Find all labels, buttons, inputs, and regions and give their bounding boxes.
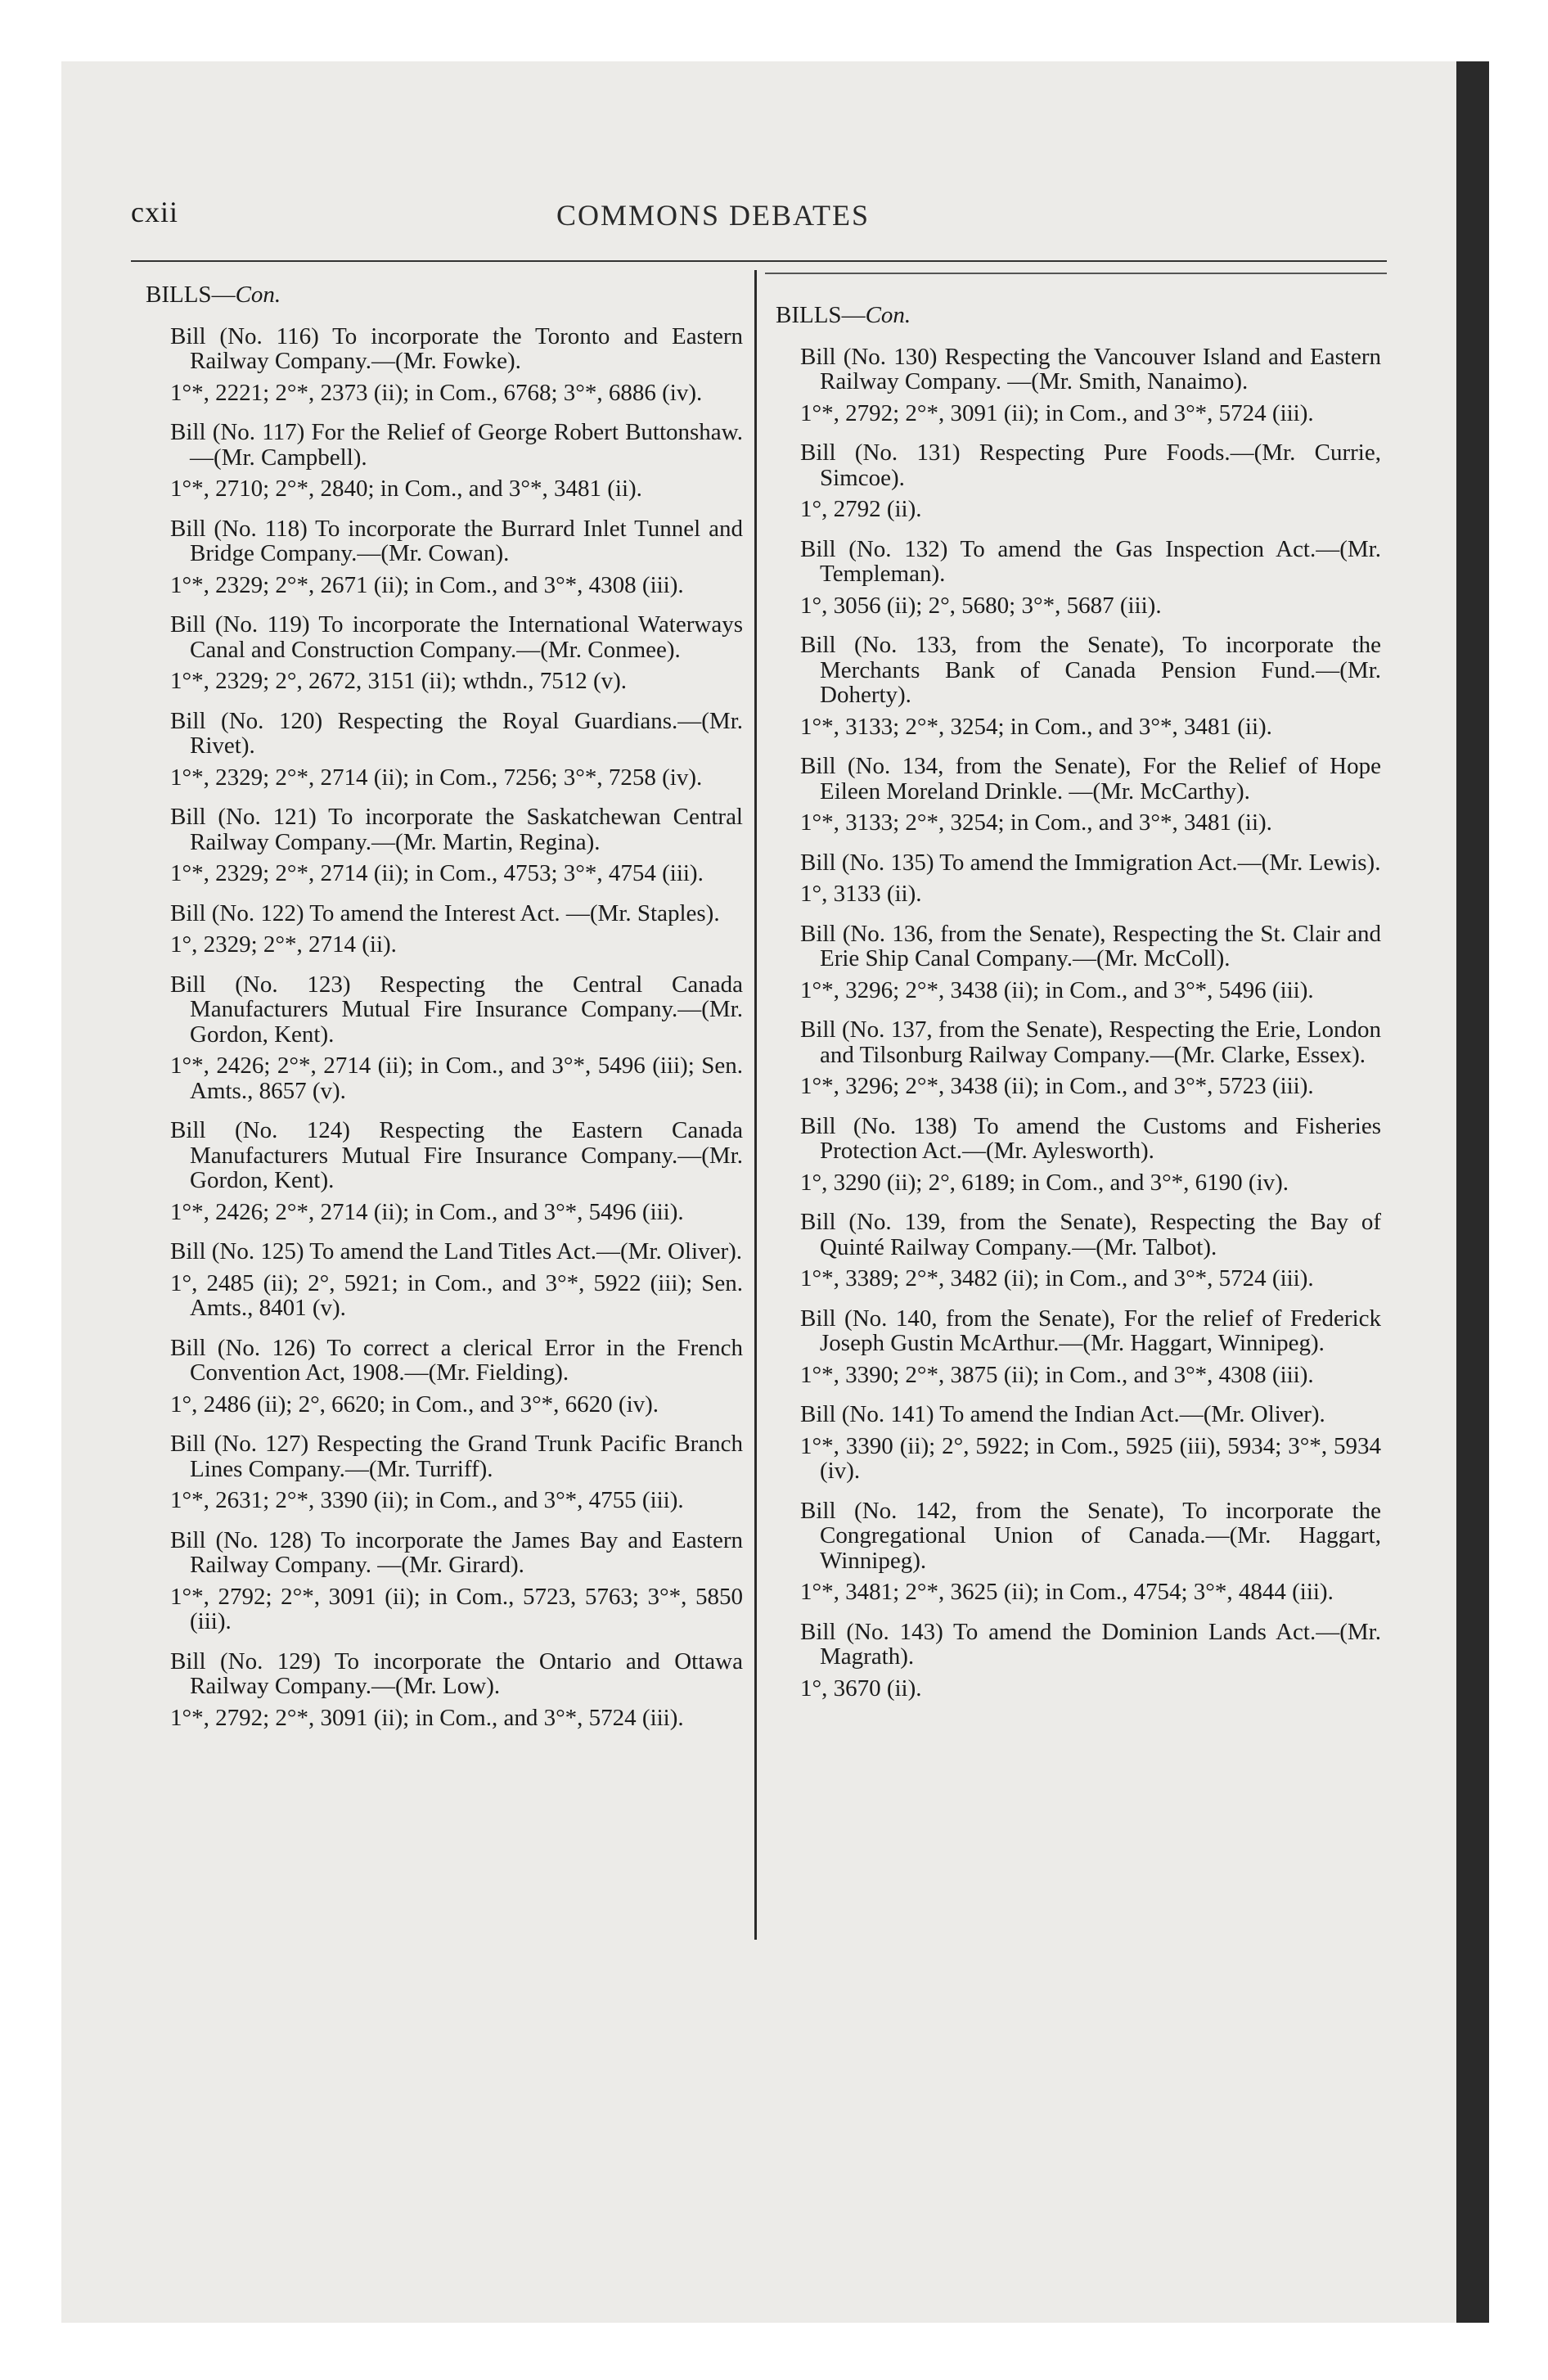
heading-continued: Con. bbox=[235, 282, 281, 308]
bill-entry bbox=[146, 1118, 743, 1224]
bill-stages: 1°*, 3390; 2°*, 3875 (ii); in Com., and 3°*, 4308 (iii). bbox=[800, 1361, 1314, 1388]
bill-entry bbox=[776, 850, 1381, 907]
bill-stages: 1°*, 3133; 2°*, 3254; in Com., and 3°*, 3481 (ii). bbox=[800, 809, 1272, 836]
bill-stages: 1°, 2485 (ii); 2°, 5921; in Com., and 3°*, 5922 (iii); Sen. Amts., 8401 (v). bbox=[170, 1269, 743, 1321]
bill-entry bbox=[776, 1402, 1381, 1484]
bill-entry bbox=[146, 1528, 743, 1634]
bill-entry bbox=[146, 972, 743, 1104]
bill-entry bbox=[776, 1017, 1381, 1099]
bill-title: Bill (No. 120) Respecting the Royal Guardians.—(Mr. Rivet). bbox=[170, 707, 743, 759]
bill-list bbox=[776, 345, 1381, 1702]
bill-title: Bill (No. 142, from the Senate), To incorporate the Congregational Union of Canada.—(Mr. Haggart, Winnipeg). bbox=[800, 1497, 1381, 1574]
bill-entry bbox=[146, 420, 743, 502]
bill-stages: 1°, 3290 (ii); 2°, 6189; in Com., and 3°*, 6190 (iv). bbox=[800, 1169, 1289, 1196]
bill-title: Bill (No. 118) To incorporate the Burrard Inlet Tunnel and Bridge Company.—(Mr. Cowan). bbox=[170, 515, 743, 566]
bill-title: Bill (No. 134, from the Senate), For the Relief of Hope Eileen Moreland Drinkle. —(Mr. McCarthy). bbox=[800, 753, 1381, 805]
bill-entry bbox=[146, 516, 743, 598]
bill-title: Bill (No. 133, from the Senate), To incorporate the Merchants Bank of Canada Pension Fund.—(Mr. Doherty). bbox=[800, 632, 1381, 708]
scan-edge bbox=[1456, 61, 1489, 2323]
bill-title: Bill (No. 143) To amend the Dominion Lands Act.—(Mr. Magrath). bbox=[800, 1618, 1381, 1670]
bill-entry bbox=[776, 345, 1381, 426]
bill-entry bbox=[776, 754, 1381, 836]
bill-title: Bill (No. 130) Respecting the Vancouver Island and Eastern Railway Company. —(Mr. Smith, Nanaimo). bbox=[800, 343, 1381, 394]
bill-stages: 1°*, 2792; 2°*, 3091 (ii); in Com., 5723, 5763; 3°*, 5850 (iii). bbox=[170, 1583, 743, 1634]
bill-stages: 1°, 3133 (ii). bbox=[800, 881, 922, 907]
bill-title: Bill (No. 135) To amend the Immigration Act.—(Mr. Lewis). bbox=[800, 849, 1381, 876]
bill-entry bbox=[776, 1114, 1381, 1196]
bill-stages: 1°*, 2426; 2°*, 2714 (ii); in Com., and 3°*, 5496 (iii). bbox=[170, 1198, 684, 1225]
page-number: cxii bbox=[131, 196, 178, 228]
column-divider bbox=[754, 270, 757, 1940]
header-rule-secondary bbox=[765, 273, 1387, 274]
bill-title: Bill (No. 123) Respecting the Central Canada Manufacturers Mutual Fire Insurance Company.—(Mr. Gordon, Kent). bbox=[170, 971, 743, 1048]
bill-stages: 1°*, 2221; 2°*, 2373 (ii); in Com., 6768; 3°*, 6886 (iv). bbox=[170, 379, 703, 406]
bill-entry bbox=[146, 612, 743, 694]
bill-title: Bill (No. 138) To amend the Customs and Fisheries Protection Act.—(Mr. Aylesworth). bbox=[800, 1112, 1381, 1164]
bill-stages: 1°*, 3481; 2°*, 3625 (ii); in Com., 4754; 3°*, 4844 (iii). bbox=[800, 1579, 1334, 1605]
bill-entry bbox=[146, 1336, 743, 1418]
bill-title: Bill (No. 132) To amend the Gas Inspection Act.—(Mr. Templeman). bbox=[800, 535, 1381, 587]
bill-stages: 1°*, 2426; 2°*, 2714 (ii); in Com., and 3°*, 5496 (iii); Sen. Amts., 8657 (v). bbox=[170, 1053, 743, 1104]
bill-entry bbox=[146, 324, 743, 406]
left-column bbox=[146, 282, 743, 1745]
bill-entry bbox=[776, 1210, 1381, 1291]
bill-title: Bill (No. 137, from the Senate), Respecting the Erie, London and Tilsonburg Railway Company.—(Mr. Clarke, Essex). bbox=[800, 1016, 1381, 1068]
bill-entry bbox=[776, 537, 1381, 619]
bill-title: Bill (No. 116) To incorporate the Toronto and Eastern Railway Company.—(Mr. Fowke). bbox=[170, 322, 743, 374]
header-rule bbox=[131, 260, 1387, 262]
bill-stages: 1°*, 2631; 2°*, 3390 (ii); in Com., and 3°*, 4755 (iii). bbox=[170, 1487, 684, 1513]
bill-entry bbox=[776, 633, 1381, 739]
bill-title: Bill (No. 125) To amend the Land Titles Act.—(Mr. Oliver). bbox=[170, 1238, 743, 1264]
bill-stages: 1°*, 2329; 2°*, 2671 (ii); in Com., and 3°*, 4308 (iii). bbox=[170, 571, 684, 598]
bill-stages: 1°*, 2792; 2°*, 3091 (ii); in Com., and 3°*, 5724 (iii). bbox=[170, 1704, 684, 1731]
bill-stages: 1°*, 2329; 2°, 2672, 3151 (ii); wthdn., 7512 (v). bbox=[170, 668, 628, 694]
bill-stages: 1°, 2792 (ii). bbox=[800, 496, 922, 522]
bill-entry bbox=[776, 922, 1381, 1003]
bill-stages: 1°*, 2710; 2°*, 2840; in Com., and 3°*, 3481 (ii). bbox=[170, 476, 642, 502]
bill-title: Bill (No. 140, from the Senate), For the relief of Frederick Joseph Gustin McArthur.—(Mr. Haggart, Winnipeg). bbox=[800, 1305, 1381, 1356]
bill-stages: 1°*, 3296; 2°*, 3438 (ii); in Com., and 3°*, 5723 (iii). bbox=[800, 1073, 1314, 1099]
bill-title: Bill (No. 121) To incorporate the Saskatchewan Central Railway Company.—(Mr. Martin, Regina). bbox=[170, 804, 743, 855]
bill-stages: 1°*, 3390 (ii); 2°, 5922; in Com., 5925 (iii), 5934; 3°*, 5934 (iv). bbox=[800, 1432, 1381, 1484]
bill-stages: 1°*, 3133; 2°*, 3254; in Com., and 3°*, 3481 (ii). bbox=[800, 713, 1272, 740]
bill-title: Bill (No. 128) To incorporate the James Bay and Eastern Railway Company. —(Mr. Girard). bbox=[170, 1526, 743, 1578]
bill-entry bbox=[776, 440, 1381, 522]
bill-title: Bill (No. 129) To incorporate the Ontario and Ottawa Railway Company.—(Mr. Low). bbox=[170, 1648, 743, 1699]
bill-entry bbox=[146, 1649, 743, 1731]
bill-entry bbox=[776, 1306, 1381, 1388]
right-column bbox=[776, 303, 1381, 1715]
bill-stages: 1°*, 3296; 2°*, 3438 (ii); in Com., and 3°*, 5496 (iii). bbox=[800, 976, 1314, 1003]
bill-stages: 1°, 3670 (ii). bbox=[800, 1675, 922, 1702]
running-title: COMMONS DEBATES bbox=[556, 199, 871, 232]
bill-title: Bill (No. 122) To amend the Interest Act. —(Mr. Staples). bbox=[170, 899, 720, 926]
bill-title: Bill (No. 141) To amend the Indian Act.—(Mr. Oliver). bbox=[800, 1401, 1325, 1427]
bill-stages: 1°*, 2329; 2°*, 2714 (ii); in Com., 4753; 3°*, 4754 (iii). bbox=[170, 860, 704, 886]
bill-entry bbox=[146, 805, 743, 886]
bill-title: Bill (No. 117) For the Relief of George Robert Buttonshaw.—(Mr. Campbell). bbox=[170, 419, 743, 471]
bill-entry bbox=[776, 1620, 1381, 1702]
column-heading: BILLS—Con. bbox=[776, 302, 911, 328]
bill-title: Bill (No. 131) Respecting Pure Foods.—(Mr. Currie, Simcoe). bbox=[800, 439, 1381, 491]
bill-stages: 1°, 2486 (ii); 2°, 6620; in Com., and 3°*, 6620 (iv). bbox=[170, 1391, 659, 1418]
bill-title: Bill (No. 124) Respecting the Eastern Canada Manufacturers Mutual Fire Insurance Company.—(Mr. Gordon, Kent). bbox=[170, 1117, 743, 1193]
bill-list bbox=[146, 324, 743, 1731]
bill-stages: 1°, 3056 (ii); 2°, 5680; 3°*, 5687 (iii). bbox=[800, 592, 1162, 619]
bill-title: Bill (No. 127) Respecting the Grand Trunk Pacific Branch Lines Company.—(Mr. Turriff). bbox=[170, 1431, 743, 1482]
bill-stages: 1°*, 2329; 2°*, 2714 (ii); in Com., 7256; 3°*, 7258 (iv). bbox=[170, 764, 703, 791]
bill-title: Bill (No. 136, from the Senate), Respecting the St. Clair and Erie Ship Canal Company.—(Mr. McColl). bbox=[800, 920, 1381, 971]
bill-entry bbox=[146, 901, 743, 958]
bill-stages: 1°*, 2792; 2°*, 3091 (ii); in Com., and 3°*, 5724 (iii). bbox=[800, 399, 1314, 426]
bill-title: Bill (No. 119) To incorporate the International Waterways Canal and Construction Company.—(Mr. Conmee). bbox=[170, 611, 743, 663]
bill-entry bbox=[146, 1431, 743, 1513]
bill-entry bbox=[146, 709, 743, 791]
heading-continued: Con. bbox=[865, 302, 911, 328]
bill-stages: 1°, 2329; 2°*, 2714 (ii). bbox=[170, 931, 397, 958]
bill-stages: 1°*, 3389; 2°*, 3482 (ii); in Com., and 3°*, 5724 (iii). bbox=[800, 1265, 1314, 1291]
heading-text: BILLS bbox=[146, 282, 212, 308]
bill-entry bbox=[146, 1239, 743, 1321]
bill-title: Bill (No. 126) To correct a clerical Error in the French Convention Act, 1908.—(Mr. Fielding). bbox=[170, 1334, 743, 1386]
bill-title: Bill (No. 139, from the Senate), Respecting the Bay of Quinté Railway Company.—(Mr. Talbot). bbox=[800, 1209, 1381, 1260]
heading-text: BILLS bbox=[776, 302, 842, 328]
bill-entry bbox=[776, 1499, 1381, 1605]
column-heading: BILLS—Con. bbox=[146, 282, 281, 308]
